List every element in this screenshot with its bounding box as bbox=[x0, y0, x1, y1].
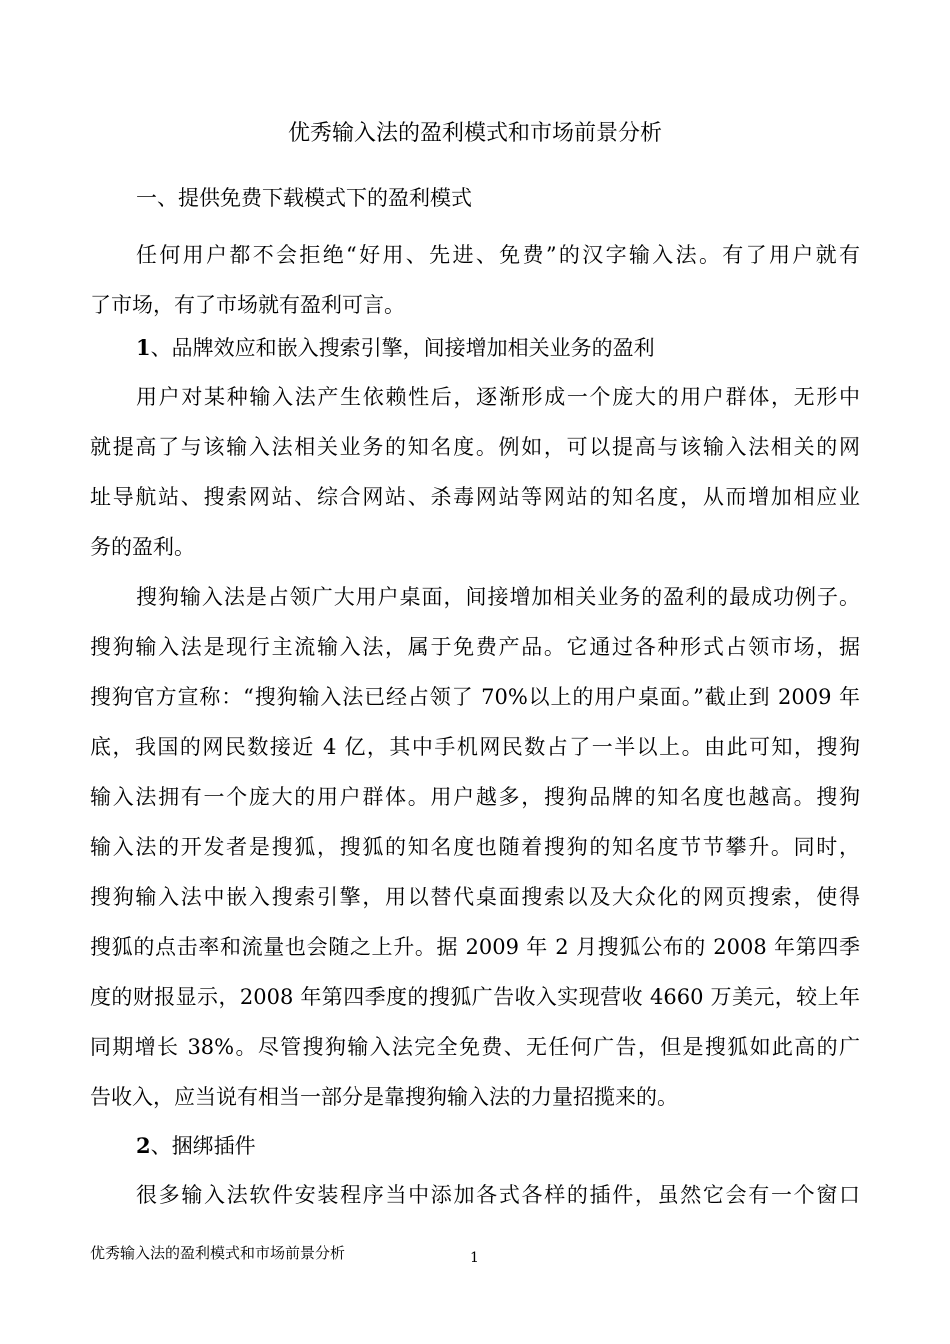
sub-heading-number: 2 bbox=[136, 1133, 151, 1158]
paragraph-line: 搜狗输入法中嵌入搜索引擎，用以替代桌面搜索以及大众化的网页搜索，使得 bbox=[90, 885, 860, 909]
paragraph-line: 很多输入法软件安装程序当中添加各式各样的插件，虽然它会有一个窗口 bbox=[136, 1183, 860, 1207]
sub-heading-text: 、捆绑插件 bbox=[150, 1134, 256, 1158]
paragraph-line: 就提高了与该输入法相关业务的知名度。例如，可以提高与该输入法相关的网 bbox=[90, 435, 860, 459]
paragraph-line: 度的财报显示，2008 年第四季度的搜狐广告收入实现营收 4660 万美元，较上年 bbox=[90, 985, 860, 1009]
paragraph-line: 搜狗官方宣称：“搜狗输入法已经占领了 70%以上的用户桌面。”截止到 2009 年 bbox=[90, 685, 860, 709]
paragraph-line: 输入法的开发者是搜狐，搜狐的知名度也随着搜狗的知名度节节攀升。同时， bbox=[90, 835, 860, 859]
paragraph-3 bbox=[90, 1170, 860, 1220]
paragraph-line: 搜狐的点击率和流量也会随之上升。据 2009 年 2 月搜狐公布的 2008 年第四季 bbox=[90, 935, 860, 959]
sub-heading-1 bbox=[136, 330, 655, 366]
section-heading: 一、提供免费下载模式下的盈利模式 bbox=[136, 186, 472, 210]
paragraph-line: 同期增长 38%。尽管搜狗输入法完全免费、无任何广告，但是搜狐如此高的广 bbox=[90, 1035, 860, 1059]
sub-heading-text: 、品牌效应和嵌入搜索引擎，间接增加相关业务的盈利 bbox=[150, 336, 655, 360]
paragraph-2 bbox=[90, 572, 860, 1122]
footer-title: 优秀输入法的盈利模式和市场前景分析 bbox=[90, 1244, 346, 1262]
paragraph-1 bbox=[90, 372, 860, 572]
paragraph-line: 用户对某种输入法产生依赖性后，逐渐形成一个庞大的用户群体，无形中 bbox=[136, 385, 860, 409]
paragraph-line: 搜狗输入法是占领广大用户桌面，间接增加相关业务的盈利的最成功例子。 bbox=[136, 585, 860, 609]
paragraph-line: 任何用户都不会拒绝“好用、先进、免费”的汉字输入法。有了用户就有 bbox=[136, 243, 860, 267]
paragraph-line: 底，我国的网民数接近 4 亿，其中手机网民数占了一半以上。由此可知，搜狗 bbox=[90, 735, 860, 759]
paragraph-line: 搜狗输入法是现行主流输入法，属于免费产品。它通过各种形式占领市场，据 bbox=[90, 635, 860, 659]
paragraph-line: 务的盈利。 bbox=[90, 535, 195, 559]
sub-heading-2 bbox=[136, 1128, 256, 1164]
paragraph-line: 输入法拥有一个庞大的用户群体。用户越多，搜狗品牌的知名度也越高。搜狗 bbox=[90, 785, 860, 809]
page-number: 1 bbox=[470, 1250, 479, 1266]
paragraph-line: 址导航站、搜索网站、综合网站、杀毒网站等网站的知名度，从而增加相应业 bbox=[90, 485, 860, 509]
intro-paragraph bbox=[90, 230, 860, 330]
paragraph-line: 告收入，应当说有相当一部分是靠搜狗输入法的力量招揽来的。 bbox=[90, 1085, 678, 1109]
sub-heading-number: 1 bbox=[136, 335, 151, 360]
document-title: 优秀输入法的盈利模式和市场前景分析 bbox=[287, 121, 662, 146]
paragraph-line: 了市场，有了市场就有盈利可言。 bbox=[90, 293, 405, 317]
